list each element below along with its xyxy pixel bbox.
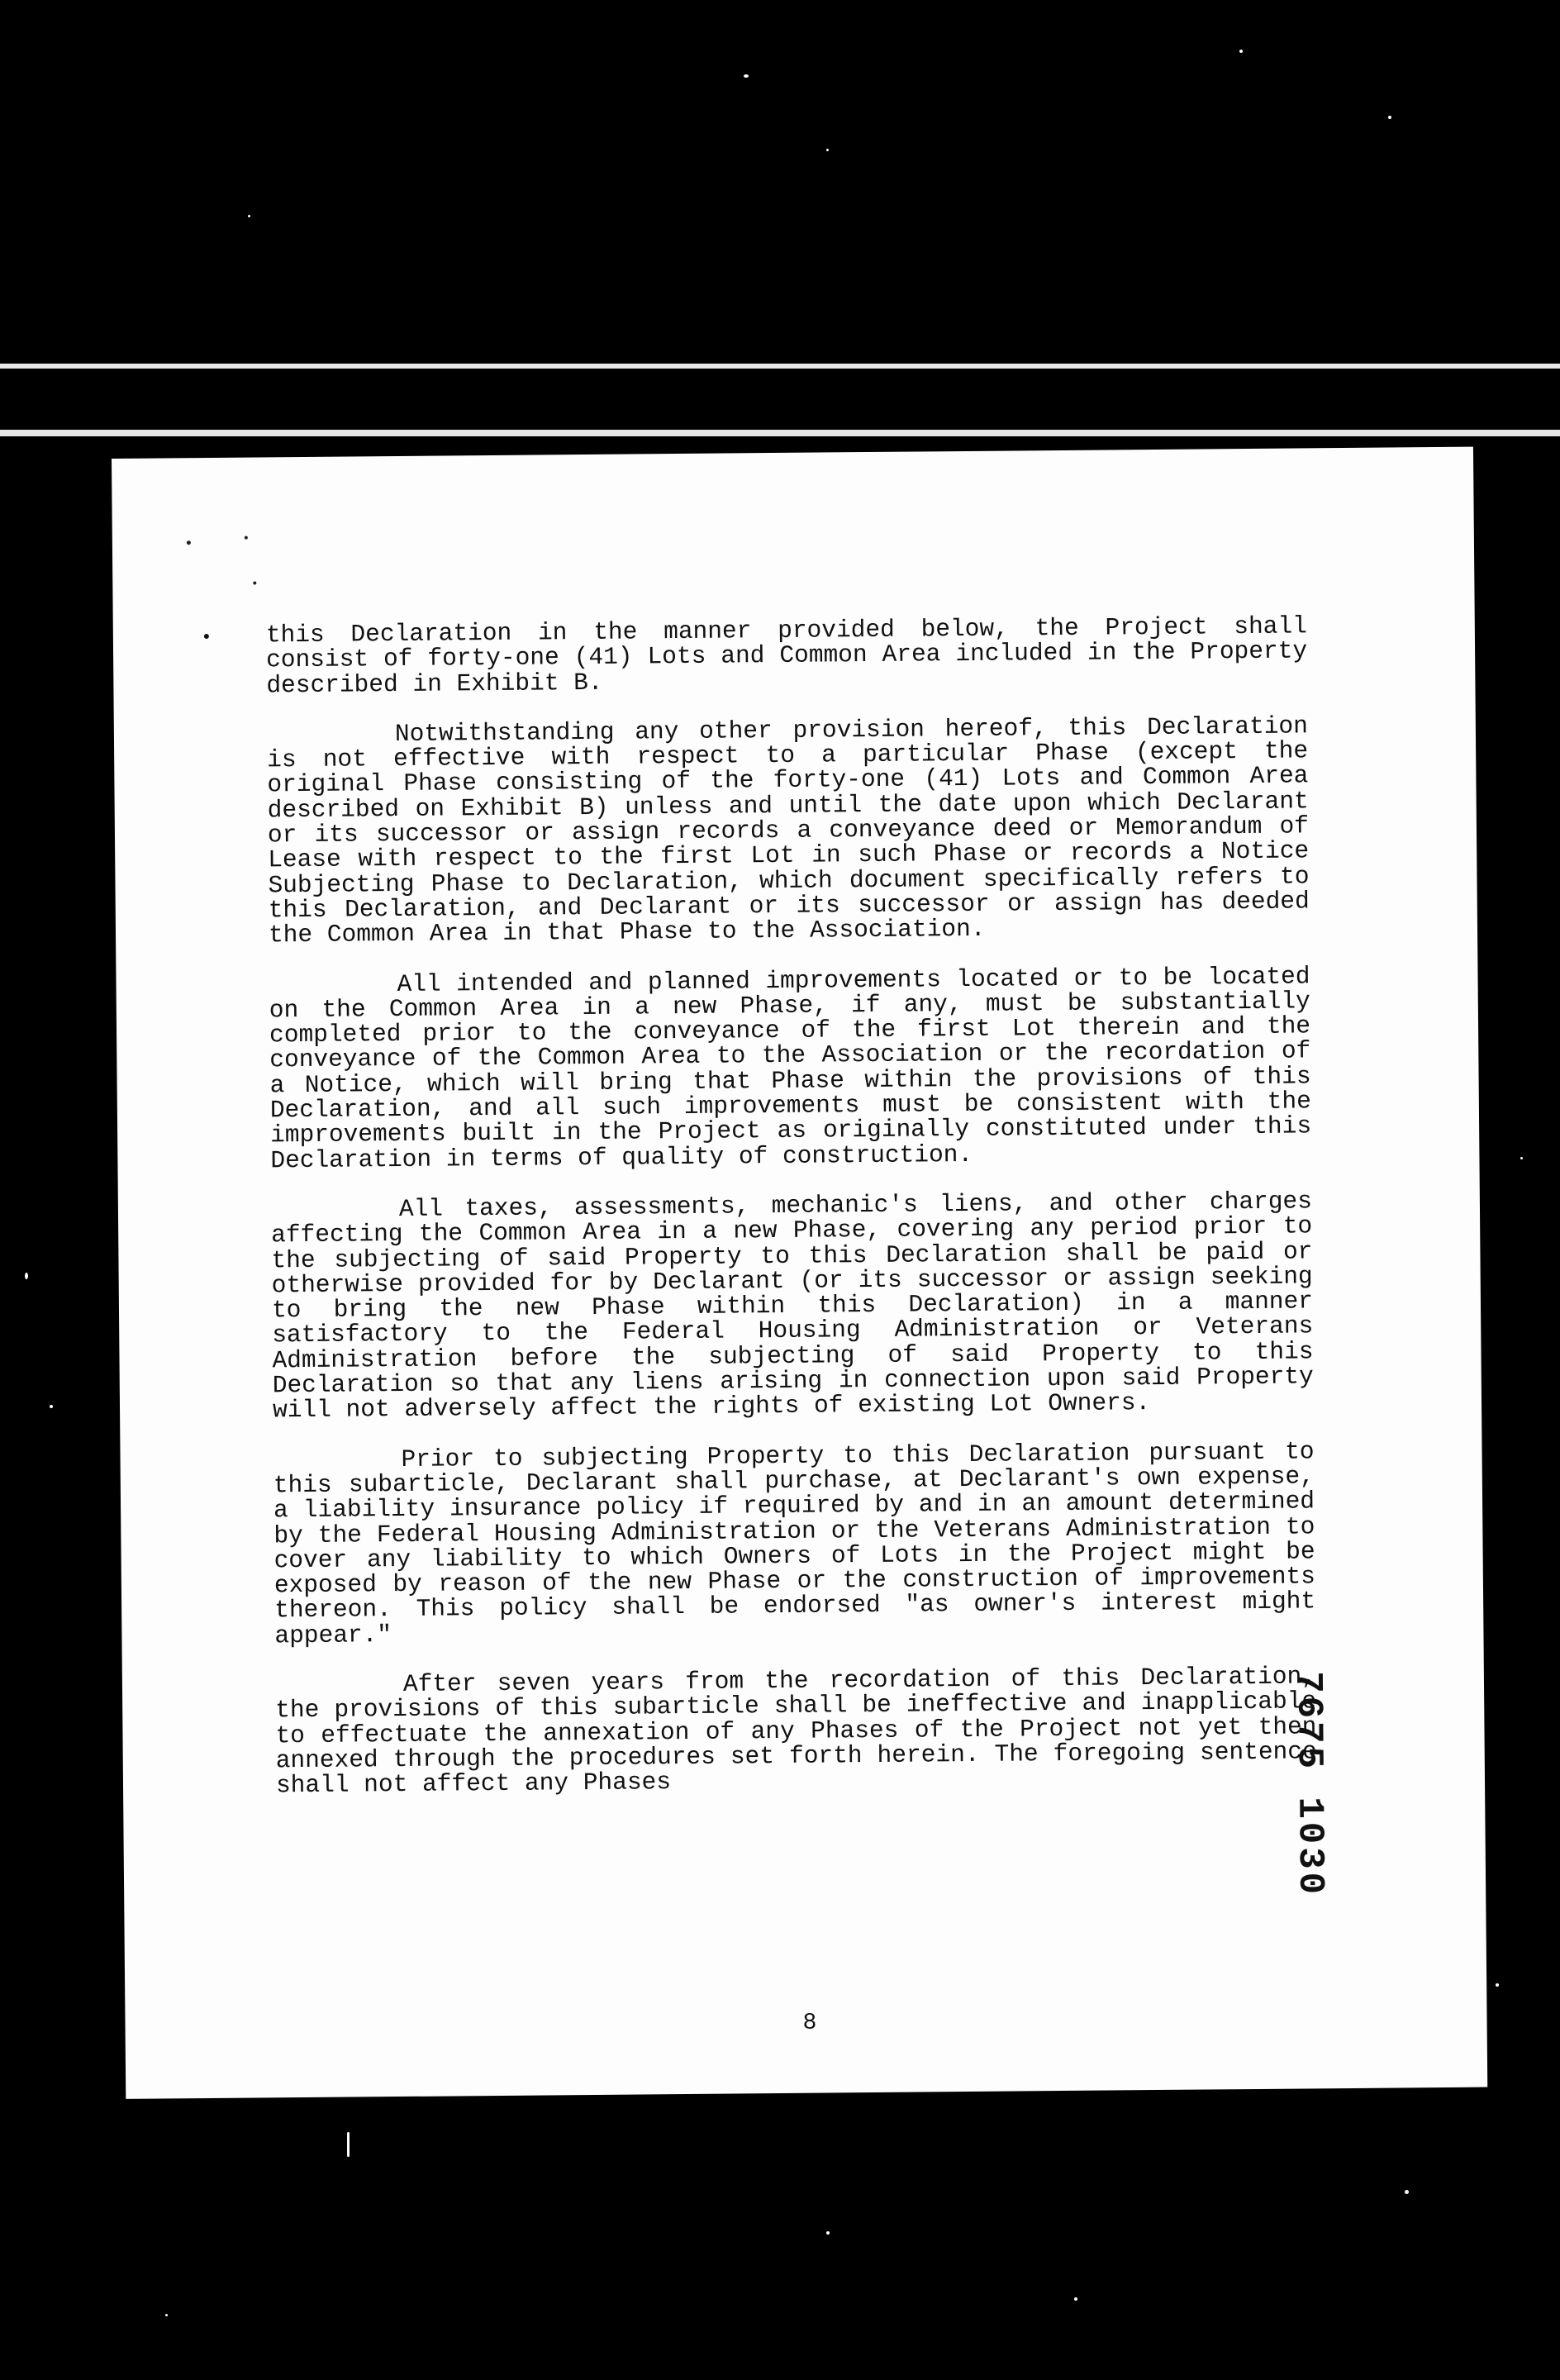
scan-noise-speck (744, 74, 749, 78)
body-text (266, 613, 1318, 1822)
page-number: 8 (802, 2010, 817, 2036)
scan-noise-speck (826, 2231, 830, 2235)
margin-mark (204, 634, 209, 639)
scan-noise-speck (165, 2314, 168, 2316)
paragraph: Prior to subjecting Property to this Declaration pursuant to this subarticle, Declarant shall purchase, at Declarant's own expense, a liability insurance policy if required by and in an amount determined by the Federal Housing Administration or the Veterans Administration to cover any liability to which Owners of Lots in the Project might be exposed by reason of the new Phase or the construction of improvements thereon. This policy shall be endorsed "as owner's interest might appear." (273, 1436, 1316, 1650)
scan-noise-speck (347, 2132, 350, 2157)
recording-stamp: 7675 1030 (1287, 1671, 1331, 1898)
scan-noise-speck (50, 1405, 53, 1408)
scan-noise-speck (25, 1273, 28, 1279)
scan-noise-speck (1388, 116, 1391, 119)
scan-noise-speck (1496, 1983, 1499, 1987)
paragraph: this Declaration in the manner provided below, the Project shall consist of forty-one (41) Lots and Common Area included in the Property described in Exhibit B. (265, 612, 1308, 699)
document-page (112, 447, 1487, 2099)
scan-noise-speck (245, 536, 248, 540)
paragraph: After seven years from the recordation of this Declaration, the provisions of this subarticle shall be ineffective and inapplicable to effectuate the annexation of any Phases of the Project not yet then annexed through the procedures set forth herein. The foregoing sentence shall not affect any Phases (275, 1662, 1317, 1800)
scan-border-line (0, 430, 1560, 436)
scan-noise-speck (1074, 2297, 1077, 2301)
scan-noise-speck (826, 149, 829, 151)
paragraph: All taxes, assessments, mechanic's liens, and other charges affecting the Common Area in a new Phase, covering any period prior to the subjecting of said Property to this Declaration shall be paid or otherwise provided for by Declarant (or its successor or assign seeking to bring the new Phase within this Declaration) in a manner satisfactory to the Federal Housing Administration or Veterans Administration before the subjecting of said Property to this Declaration so that any liens arising in connection upon said Property will not adversely affect the rights of existing Lot Owners. (271, 1187, 1314, 1425)
paragraph: All intended and planned improvements located or to be located on the Common Area in a new Phase, if any, must be substantially completed prior to the conveyance of the first Lot therein and the conveyance of the Common Area to the Association or the recordation of a Notice, which will bring that Phase within the provisions of this Declaration, and all such improvements must be consistent with the improvements built in the Project as originally constituted under this Declaration in terms of quality of construction. (269, 961, 1312, 1174)
scan-noise-speck (1520, 1157, 1523, 1159)
scan-noise-speck (253, 581, 256, 584)
scan-noise-speck (248, 215, 250, 217)
paragraph: Notwithstanding any other provision hereof, this Declaration is not effective with respect to a particular Phase (except the original Phase consisting of the forty-one (41) Lots and Common Area described on Exhibit B) unless and until the date upon which Declarant or its successor or assign records a conveyance deed or Memorandum of Lease with respect to the first Lot in such Phase or records a Notice Subjecting Phase to Declaration, which document specifically refers to this Declaration, and Declarant or its successor or assign has deeded the Common Area in that Phase to the Association. (267, 712, 1310, 950)
scan-border-line (0, 364, 1560, 369)
scan-noise-speck (187, 540, 191, 545)
scan-noise-speck (1239, 50, 1243, 53)
scan-noise-speck (1405, 2190, 1409, 2194)
